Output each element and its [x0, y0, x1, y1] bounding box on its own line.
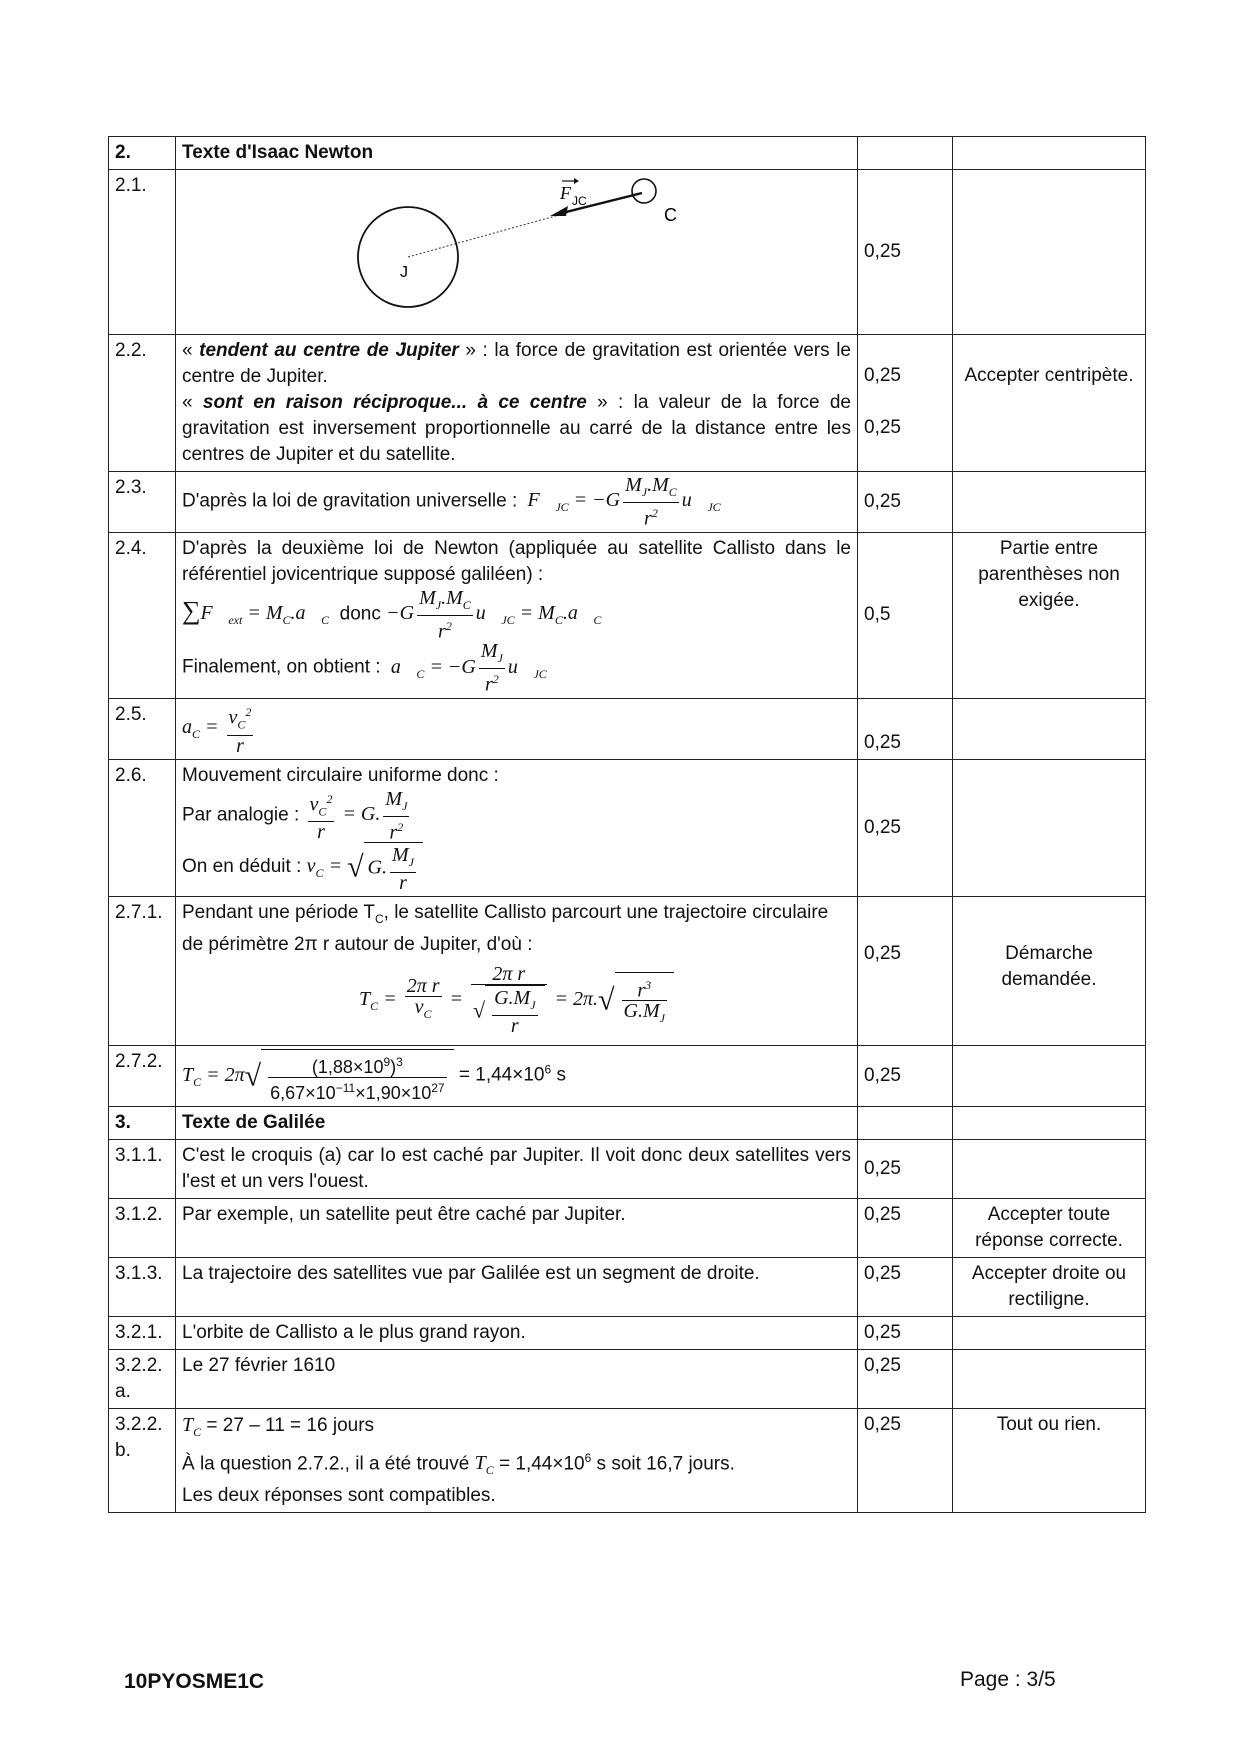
points: 0,25	[858, 1350, 953, 1409]
final-text: Finalement, on obtient :	[182, 656, 381, 678]
row-value-rest: s soit 16,7 jours.	[591, 1453, 735, 1475]
row-num: 3.2.1.	[109, 1317, 176, 1350]
donc-text: donc	[339, 603, 381, 625]
points: 0,25	[864, 365, 901, 386]
formula-period-block	[182, 964, 851, 1036]
formula-numeric: $T_C = 2\pi√$ $\frac{(1,88\times 10^9)^3}{6,67\times 10^{-11}\times 1,90\times 10^{27}}$	[182, 1064, 454, 1086]
row-num: 2.4.	[109, 532, 176, 698]
row-num: 3.1.1.	[109, 1140, 176, 1199]
points: 0,25	[858, 759, 953, 897]
result-unit: s	[551, 1064, 566, 1086]
row-text-sub: C	[374, 912, 384, 927]
section-title: Texte d'Isaac Newton	[176, 137, 858, 170]
formula-period: $T_C$ = $\frac{\text{2π r}}{v_C}$ = 2π r √ $\frac{G.M_J}{r}$ = 2π.√ $\frac{r^3}{G.M_J}$	[359, 988, 674, 1010]
table-row	[109, 335, 1146, 472]
quote-2: sont en raison réciproque... à ce centre	[202, 392, 587, 413]
section-header-3	[109, 1107, 1146, 1140]
table-row	[109, 1317, 1146, 1350]
formula-newton-2: −G $\frac{M_J.M_C}{r^2}$ $u⃗_{JC}$ = $M_C.a⃗_C$	[386, 586, 602, 643]
section-title: Texte de Galilée	[176, 1107, 858, 1140]
row-num: 3.2.2. b.	[109, 1409, 176, 1513]
remark: Partie entre parenthèses non exigée.	[953, 532, 1146, 698]
row-text: Par analogie :	[182, 804, 300, 826]
row-text: Le 27 février 1610	[176, 1350, 858, 1409]
callisto-circle	[632, 179, 656, 203]
row-num: 2.2.	[109, 335, 176, 472]
points: 0,25	[858, 1046, 953, 1107]
orbit-diagram-cell	[176, 170, 858, 335]
row-content	[176, 698, 858, 759]
section-num: 3.	[109, 1107, 176, 1140]
result-exp: 6	[544, 1062, 552, 1077]
row-text: D'après la deuxième loi de Newton (appliquée au satellite Callisto dans le référentiel jovicentrique supposé galiléen) :	[182, 537, 851, 585]
formula-velocity: $v_C$ = √ G. $\frac{M_J}{r}$	[307, 855, 423, 877]
gravitation-diagram	[182, 173, 842, 323]
quote-1: tendent au centre de Jupiter	[199, 340, 459, 361]
points: 0,25	[858, 1409, 953, 1513]
points-cell	[858, 335, 953, 472]
table-row	[109, 1199, 1146, 1258]
row-value-exp: 6	[584, 1451, 592, 1466]
row-text: La trajectoire des satellites vue par Galilée est un segment de droite.	[176, 1258, 858, 1317]
row-num: 2.1.	[109, 170, 176, 335]
table-row	[109, 472, 1146, 533]
row-content	[176, 759, 858, 897]
result: = 1,44×10	[458, 1064, 545, 1086]
table-row	[109, 759, 1146, 897]
formula-newton: $\sum F⃗_{ext}$ = $M_C.a⃗_C$	[182, 596, 330, 628]
table-row	[109, 1140, 1146, 1199]
points: 0,25	[858, 472, 953, 533]
label-f: F	[560, 183, 571, 203]
remark: Accepter centripète.	[953, 335, 1146, 472]
label-j: J	[400, 264, 408, 281]
row-text: D'après la loi de gravitation universelle :	[182, 490, 518, 512]
section-num: 2.	[109, 137, 176, 170]
table-row	[109, 1409, 1146, 1513]
row-num: 2.3.	[109, 472, 176, 533]
points: 0,5	[858, 532, 953, 698]
table-row	[109, 170, 1146, 335]
section-header-2	[109, 137, 1146, 170]
row-content: « tendent au centre de Jupiter » : la force de gravitation est orientée vers le centre de Jupiter. « sont en raison réciproque... à ce centre » : la valeur de la force de gravitation est inversement proportionnelle au carré de la distance entre les centres de Jupiter et du satellite.	[176, 335, 858, 472]
points: 0,25	[858, 1258, 953, 1317]
row-text: = 27 – 11 = 16 jours	[206, 1415, 375, 1437]
document-code: 10PYOSME1C	[124, 1670, 265, 1693]
points: 0,25	[864, 417, 901, 438]
row-num: 2.7.2.	[109, 1046, 176, 1107]
row-text: On en déduit :	[182, 856, 302, 878]
remark: Accepter toute réponse correcte.	[953, 1199, 1146, 1258]
correction-table	[108, 136, 1146, 1513]
points: 0,25	[858, 1317, 953, 1350]
row-text: C'est le croquis (a) car Io est caché par Jupiter. Il voit donc deux satellites vers l'est et un vers l'ouest.	[176, 1140, 858, 1199]
row-num: 3.1.3.	[109, 1258, 176, 1317]
row-text: L'orbite de Callisto a le plus grand rayon.	[176, 1317, 858, 1350]
row-num: 2.5.	[109, 698, 176, 759]
row-text: Pendant une période T	[182, 902, 375, 924]
label-f-sub: JC	[572, 194, 587, 208]
row-num: 2.6.	[109, 759, 176, 897]
row-text: Les deux réponses sont compatibles.	[182, 1485, 496, 1507]
arrow-head	[550, 206, 568, 216]
row-content	[176, 532, 858, 698]
quote-1-rest: : la force de gravitation est orientée vers le centre de Jupiter.	[182, 340, 851, 387]
points: 0,25	[858, 1140, 953, 1199]
row-content	[176, 897, 858, 1046]
table-row	[109, 1350, 1146, 1409]
table-row	[109, 698, 1146, 759]
row-text: À la question 2.7.2., il a été trouvé	[182, 1453, 470, 1475]
formula-analogy: $\frac{v_C^2}{r}$ = G. $\frac{M_J}{r^2}$	[309, 787, 408, 844]
label-c: C	[664, 205, 677, 225]
row-text: Mouvement circulaire uniforme donc :	[182, 764, 499, 786]
row-num: 3.2.2. a.	[109, 1350, 176, 1409]
table-row	[109, 1046, 1146, 1107]
points: 0,25	[858, 170, 953, 335]
row-num: 3.1.2.	[109, 1199, 176, 1258]
table-row	[109, 532, 1146, 698]
formula-gravitation: $F⃗_{JC} = -G$ $\frac{M_J.M_C}{r^2}$ $u⃗_{JC}$	[522, 474, 721, 530]
row-num: 2.7.1.	[109, 897, 176, 1046]
row-value: = 1,44×10	[499, 1453, 585, 1475]
formula-accel: $a⃗_C = -G$ $\frac{M_J}{r^2}$ $u⃗_{JC}$	[385, 640, 547, 696]
quote-2-rest: : la valeur de la force de gravitation est inversement proportionnelle au carré de la distance entre les centres de Jupiter et du satellite.	[182, 392, 851, 465]
table-row	[109, 897, 1146, 1046]
points: 0,25	[858, 897, 953, 1046]
points: 0,25	[858, 1199, 953, 1258]
remark: Tout ou rien.	[953, 1409, 1146, 1513]
remark: Accepter droite ou rectiligne.	[953, 1258, 1146, 1317]
table-row	[109, 1258, 1146, 1317]
vector-bar-head	[574, 178, 579, 184]
row-text: Par exemple, un satellite peut être caché par Jupiter.	[176, 1199, 858, 1258]
row-text-rest: , le satellite Callisto parcourt une trajectoire circulaire de périmètre 2π r autour de Jupiter, d'où :	[182, 902, 829, 956]
row-content	[176, 1046, 858, 1107]
remark: Démarche demandée.	[953, 897, 1146, 1046]
points: 0,25	[858, 698, 953, 759]
row-content	[176, 472, 858, 533]
formula-centripetal: $a_C$ = $\frac{v_C^2}{r}$	[182, 716, 256, 738]
row-content: $T_C = 27 - 11 = 16$ jours À la question 2.7.2., il a été trouvé $T_C = 1,44\times 10^6$ s soit 16,7 jours. Les deux réponses sont compatibles.	[176, 1409, 858, 1513]
page-number: Page : 3/5	[960, 1668, 1056, 1691]
